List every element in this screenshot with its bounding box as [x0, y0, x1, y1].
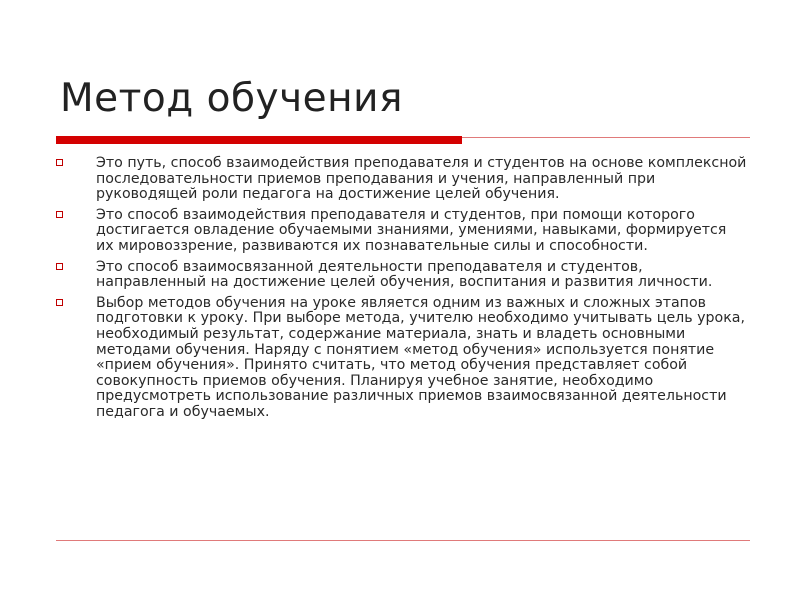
title-underline-thin — [462, 137, 750, 138]
square-bullet-icon — [56, 211, 63, 218]
list-item — [56, 296, 748, 421]
bullet-text: Это способ взаимосвязанной деятельности преподавателя и студентов, направленный на достижение целей обучения, воспитания и развития личности. — [96, 258, 713, 291]
bullet-text: Это способ взаимодействия преподавателя и студентов, при помощи которого достигается овладение обучаемыми знаниями, умениями, навыками, формируется их мировоззрение, развиваются их познавательные силы и способности. — [96, 206, 727, 254]
bullet-list — [56, 156, 748, 426]
square-bullet-icon — [56, 263, 63, 270]
bullet-text: Выбор методов обучения на уроке является одним из важных и сложных этапов подготовки к уроку. При выборе метода, учителю необходимо учитывать цель урока, необходимый результат, содержание материала, знать и владеть основными методами обучения. Наряду с понятием «метод обучения» используется понятие «прием обучения». Принято считать, что метод обучения представляет собой совокупность приемов обучения. Планируя учебное занятие, необходимо предусмотреть использование различных приемов взаимосвязанной деятельности педагога и обучаемых. — [96, 294, 745, 420]
bullet-text: Это путь, способ взаимодействия преподавателя и студентов на основе комплексной последовательности приемов преподавания и учения, направленный при руководящей роли педагога на достижение целей обучения. — [96, 155, 747, 203]
list-item — [56, 260, 748, 291]
slide-title: Метод обучения — [60, 76, 403, 121]
list-item — [56, 156, 748, 203]
list-item — [56, 208, 748, 255]
square-bullet-icon — [56, 159, 63, 166]
title-underline-accent — [56, 136, 462, 144]
square-bullet-icon — [56, 299, 63, 306]
footer-divider — [56, 540, 750, 541]
